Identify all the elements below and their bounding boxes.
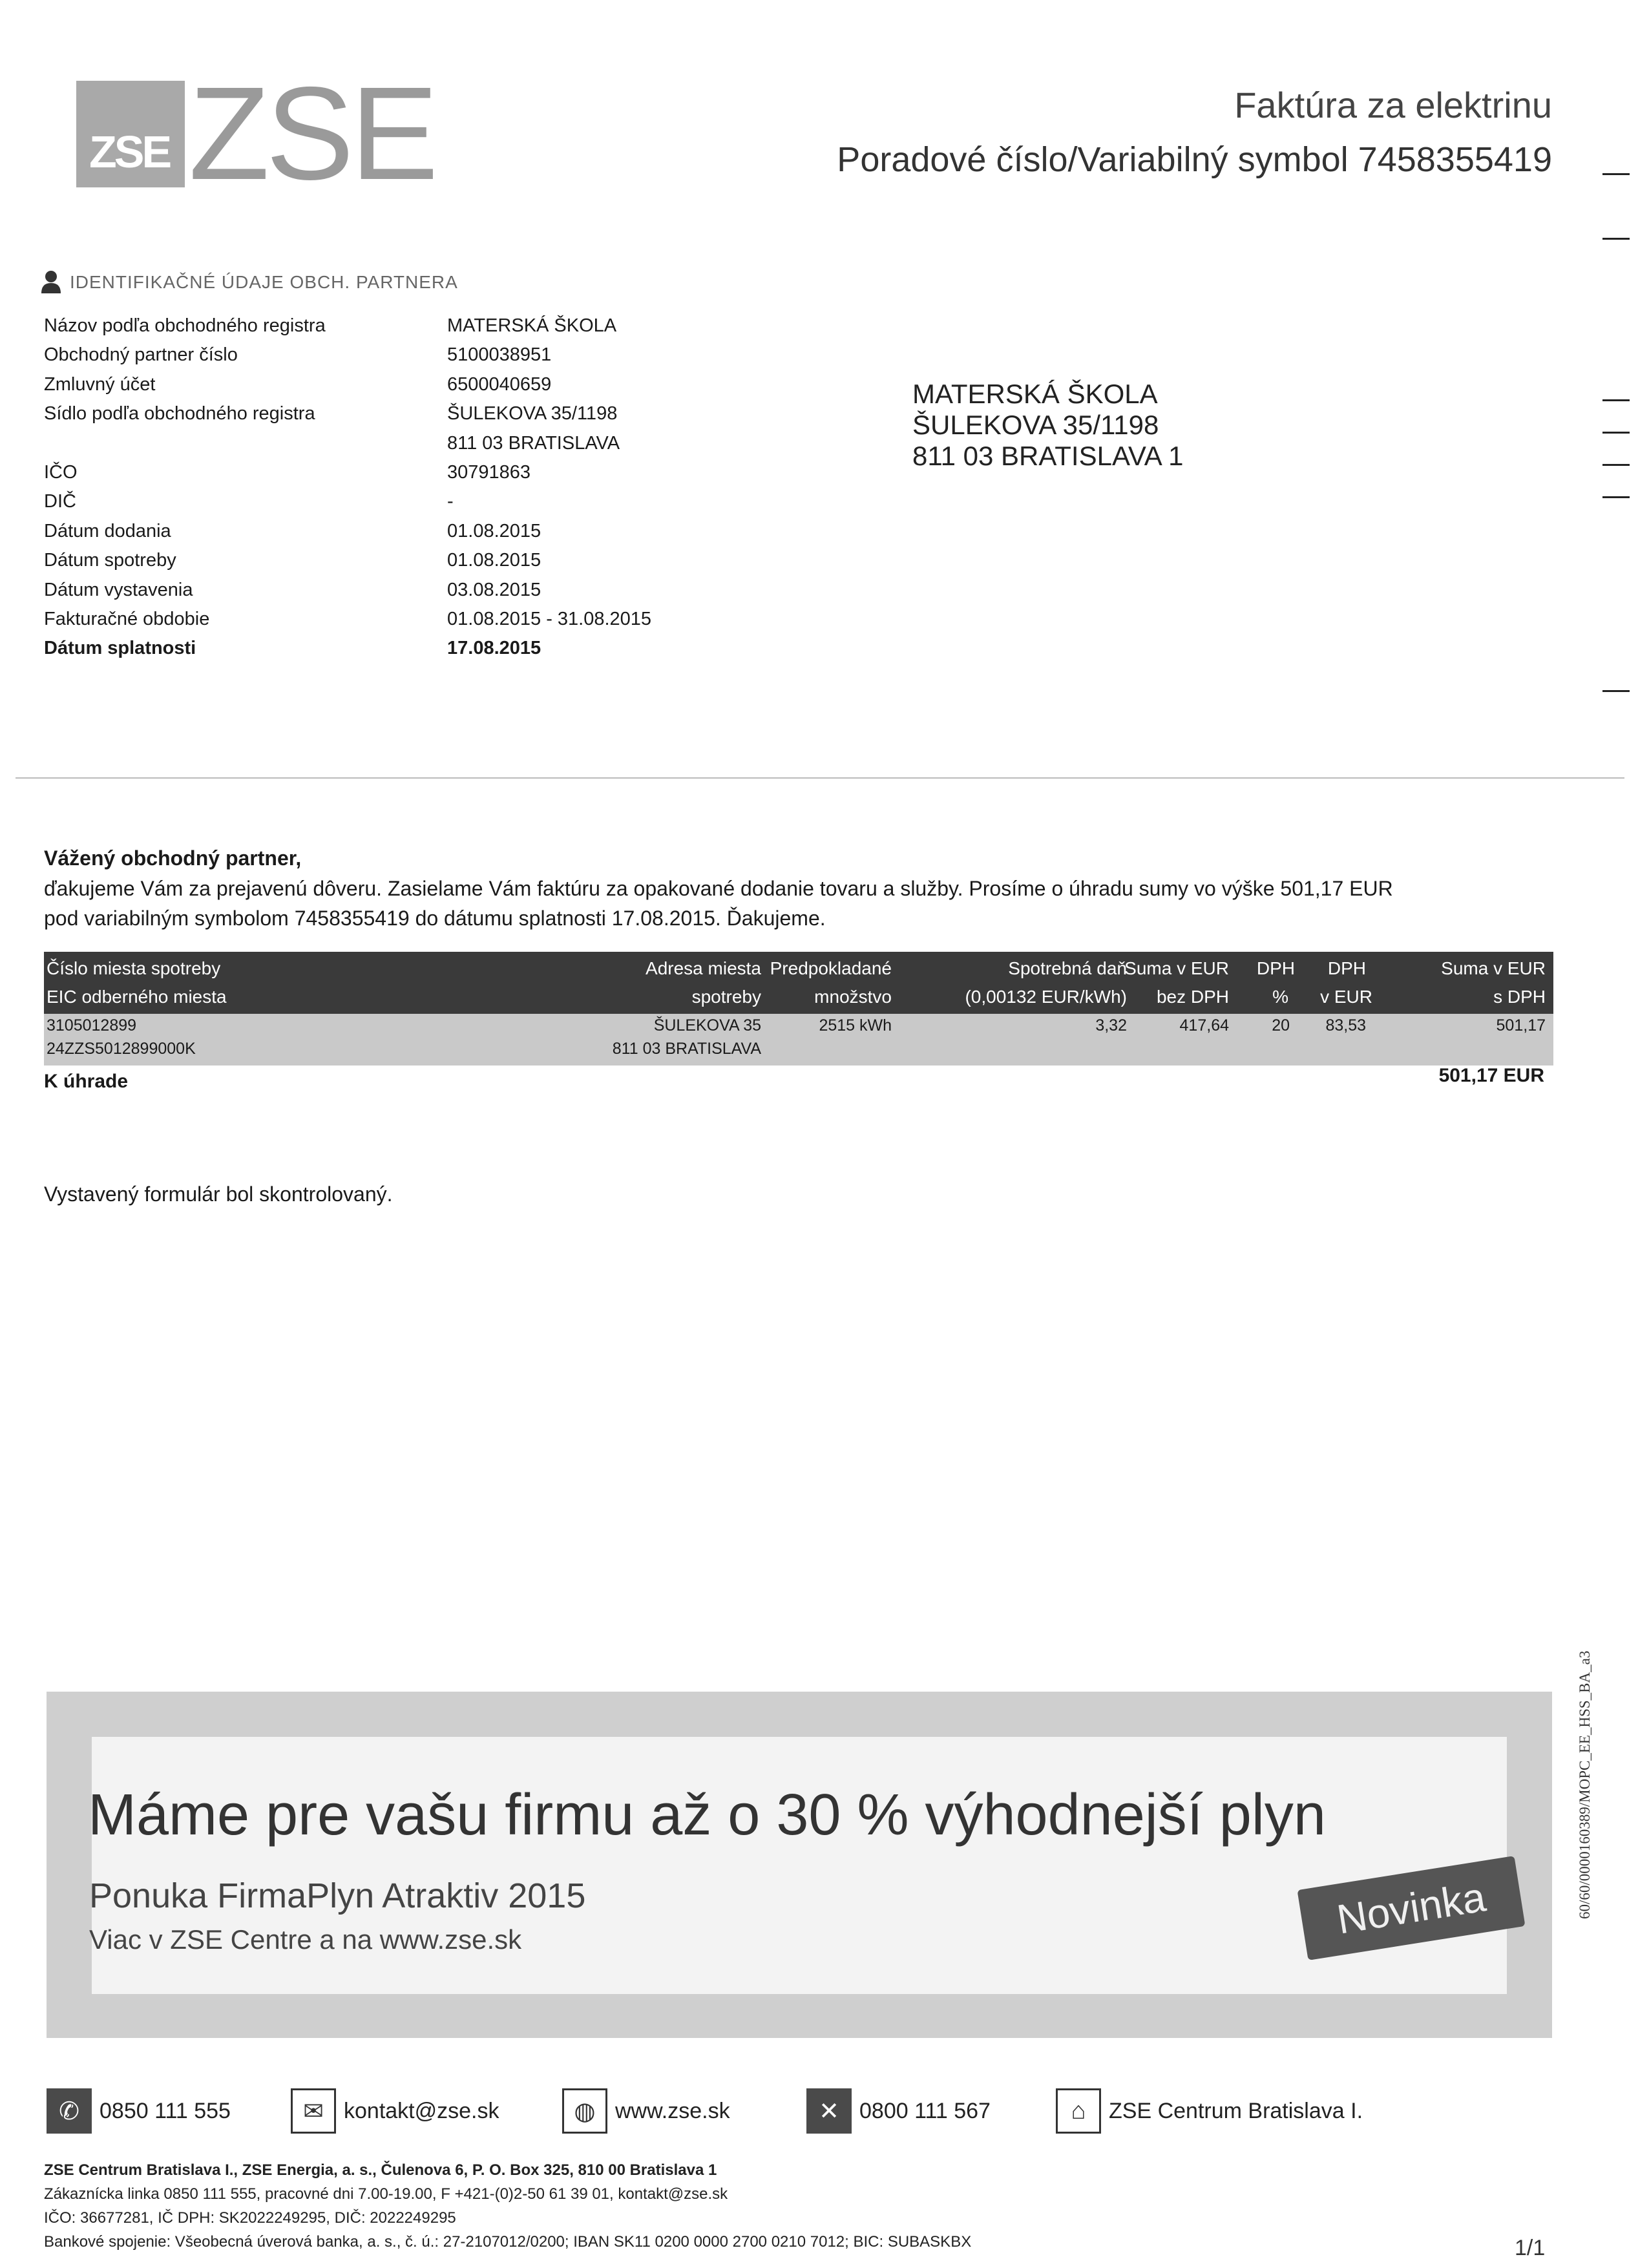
globe-icon: ◍ xyxy=(562,2088,607,2134)
contact-centre xyxy=(1056,2088,1363,2134)
check-note: Vystavený formulár bol skontrolovaný. xyxy=(44,1182,393,1206)
footer xyxy=(44,2158,1465,2254)
ident-heading xyxy=(40,270,458,295)
document-number-label: Poradové číslo/Variabilný symbol xyxy=(837,140,1349,179)
margin-tick xyxy=(1602,690,1630,692)
table-header xyxy=(44,952,1553,1014)
ident-value: - xyxy=(447,491,454,512)
cell-vat-eur: 83,53 xyxy=(1325,1016,1366,1034)
col-header: Suma v EUR xyxy=(1124,958,1229,978)
ident-value: 03.08.2015 xyxy=(447,579,541,600)
letter-line: pod variabilným symbolom 7458355419 do dátumu splatnosti 17.08.2015. Ďakujeme. xyxy=(44,907,826,930)
cell-vat-percent: 20 xyxy=(1272,1016,1290,1034)
ident-label: Obchodný partner číslo xyxy=(44,344,238,366)
ident-label: Názov podľa obchodného registra xyxy=(44,315,326,336)
margin-tick xyxy=(1602,432,1630,434)
table-row xyxy=(44,1014,1553,1066)
ident-label xyxy=(44,429,432,458)
letter-line: ďakujeme Vám za prejavenú dôveru. Zasielame Vám faktúru za opakované dodanie tovaru a služby. Prosíme o úhradu sumy vo výške 501,17 EUR xyxy=(44,877,1393,900)
cell-sum-with-vat: 501,17 xyxy=(1496,1016,1546,1034)
ident-heading-text: IDENTIFIKAČNÉ ÚDAJE OBCH. PARTNERA xyxy=(70,272,458,292)
cell-excise: 3,32 xyxy=(1095,1016,1127,1034)
ident-label: Dátum spotreby xyxy=(44,550,176,571)
letter-body xyxy=(44,874,1530,933)
mail-icon: ✉ xyxy=(291,2088,336,2134)
col-header: % xyxy=(1272,987,1288,1007)
person-icon xyxy=(40,270,62,295)
col-header: s DPH xyxy=(1493,987,1546,1007)
contact-phone xyxy=(47,2088,231,2134)
recipient-address xyxy=(912,379,1183,472)
col-header: Číslo miesta spotreby xyxy=(47,958,221,978)
ad-subheadline: Ponuka FirmaPlyn Atraktiv 2015 xyxy=(89,1876,586,1915)
col-header: (0,00132 EUR/kWh) xyxy=(965,987,1127,1007)
tools-icon: ✕ xyxy=(806,2088,852,2134)
col-header: bez DPH xyxy=(1156,987,1229,1007)
contact-service xyxy=(806,2088,991,2134)
ident-label: Dátum splatnosti xyxy=(44,638,196,659)
contact-text: www.zse.sk xyxy=(615,2098,730,2123)
recipient-line: MATERSKÁ ŠKOLA xyxy=(912,379,1158,409)
col-header: Spotrebná daň xyxy=(1008,958,1127,978)
zse-logo-mark: ZSE xyxy=(76,81,185,187)
contact-text: kontakt@zse.sk xyxy=(344,2098,499,2123)
zse-logo xyxy=(76,59,435,207)
ad-banner xyxy=(47,1692,1552,2038)
ident-value: 6500040659 xyxy=(447,373,552,395)
ident-label: Fakturačné obdobie xyxy=(44,609,210,630)
ident-label: Dátum dodania xyxy=(44,520,171,541)
invoice-table xyxy=(44,952,1553,1066)
ident-value: 5100038951 xyxy=(447,344,552,366)
ident-label: Dátum vystavenia xyxy=(44,579,193,600)
col-header: Suma v EUR xyxy=(1441,958,1546,978)
ident-value: ŠULEKOVA 35/1198 xyxy=(447,403,618,425)
cell-place-number: 3105012899 xyxy=(47,1016,137,1034)
ident-value: 01.08.2015 xyxy=(447,550,541,571)
col-header: DPH xyxy=(1327,958,1366,978)
footer-line: ZSE Centrum Bratislava I., ZSE Energia, a. s., Čulenova 6, P. O. Box 325, 810 00 Bratislava 1 xyxy=(44,2161,717,2179)
recipient-line: 811 03 BRATISLAVA 1 xyxy=(912,441,1184,471)
margin-tick xyxy=(1602,238,1630,240)
home-icon: ⌂ xyxy=(1056,2088,1101,2134)
cell-quantity: 2515 kWh xyxy=(819,1016,892,1034)
ident-value: 17.08.2015 xyxy=(447,638,541,659)
col-header: DPH xyxy=(1256,958,1295,978)
cell-address: ŠULEKOVA 35 xyxy=(653,1016,761,1034)
ident-value: 811 03 BRATISLAVA xyxy=(447,432,620,454)
document-number xyxy=(837,140,1552,180)
col-header: v EUR xyxy=(1320,987,1372,1007)
ad-headline: Máme pre vašu firmu až o 30 % výhodnejší plyn xyxy=(88,1783,1326,1847)
cell-eic: 24ZZS5012899000K xyxy=(47,1040,196,1058)
ident-label: IČO xyxy=(44,462,78,483)
ident-label: Zmluvný účet xyxy=(44,373,156,395)
margin-tick xyxy=(1602,496,1630,498)
contact-email xyxy=(291,2088,499,2134)
letter-greeting: Vážený obchodný partner, xyxy=(44,846,302,870)
contact-web xyxy=(562,2088,730,2134)
ident-values xyxy=(447,311,809,664)
col-header: Predpokladané xyxy=(770,958,892,978)
margin-tick xyxy=(1602,399,1630,401)
col-header: množstvo xyxy=(814,987,892,1007)
margin-tick xyxy=(1602,173,1630,175)
document-number-value: 7458355419 xyxy=(1358,140,1552,179)
ad-banner-inner xyxy=(92,1737,1507,1994)
document-title: Faktúra za elektrinu xyxy=(1234,85,1552,125)
page-number: 1/1 xyxy=(1515,2236,1546,2260)
margin-tick xyxy=(1602,464,1630,466)
phone-icon: ✆ xyxy=(47,2088,92,2134)
ident-label: DIČ xyxy=(44,491,76,512)
footer-line: Bankové spojenie: Všeobecná úverová banka, a. s., č. ú.: 27-2107012/0200; IBAN SK11 0200 0000 2700 0210 7012; BIC: SUBASKBX xyxy=(44,2233,972,2251)
ident-labels xyxy=(44,311,432,664)
footer-line: IČO: 36677281, IČ DPH: SK2022249295, DIČ: 2022249295 xyxy=(44,2209,456,2227)
cell-sum-without-vat: 417,64 xyxy=(1179,1016,1229,1034)
contact-text: 0850 111 555 xyxy=(100,2098,231,2123)
ident-value: MATERSKÁ ŠKOLA xyxy=(447,315,617,336)
zse-logo-text: ZSE xyxy=(189,59,435,207)
ident-value: 01.08.2015 xyxy=(447,520,541,541)
recipient-line: ŠULEKOVA 35/1198 xyxy=(912,410,1159,440)
col-header: EIC odberného miesta xyxy=(47,987,227,1007)
ad-link-text: Viac v ZSE Centre a na www.zse.sk xyxy=(89,1924,522,1955)
col-header: spotreby xyxy=(691,987,761,1007)
ident-label: Sídlo podľa obchodného registra xyxy=(44,403,315,425)
contact-text: 0800 111 567 xyxy=(859,2098,991,2123)
side-code: 60/60/0000160389/MOPC_EE_HSS_BA_a3 xyxy=(1577,1650,1593,1919)
total-value: 501,17 EUR xyxy=(1438,1065,1544,1086)
total-label: K úhrade xyxy=(44,1071,129,1092)
cell-address: 811 03 BRATISLAVA xyxy=(612,1040,761,1058)
footer-line: Zákaznícka linka 0850 111 555, pracovné dni 7.00-19.00, F +421-(0)2-50 61 39 01, kontakt@zse.sk xyxy=(44,2185,728,2203)
divider xyxy=(16,777,1624,779)
col-header: Adresa miesta xyxy=(646,958,761,978)
ident-value: 01.08.2015 - 31.08.2015 xyxy=(447,609,652,630)
ad-badge: Novinka xyxy=(1297,1856,1525,1960)
ident-value: 30791863 xyxy=(447,462,531,483)
contact-text: ZSE Centrum Bratislava I. xyxy=(1109,2098,1363,2123)
